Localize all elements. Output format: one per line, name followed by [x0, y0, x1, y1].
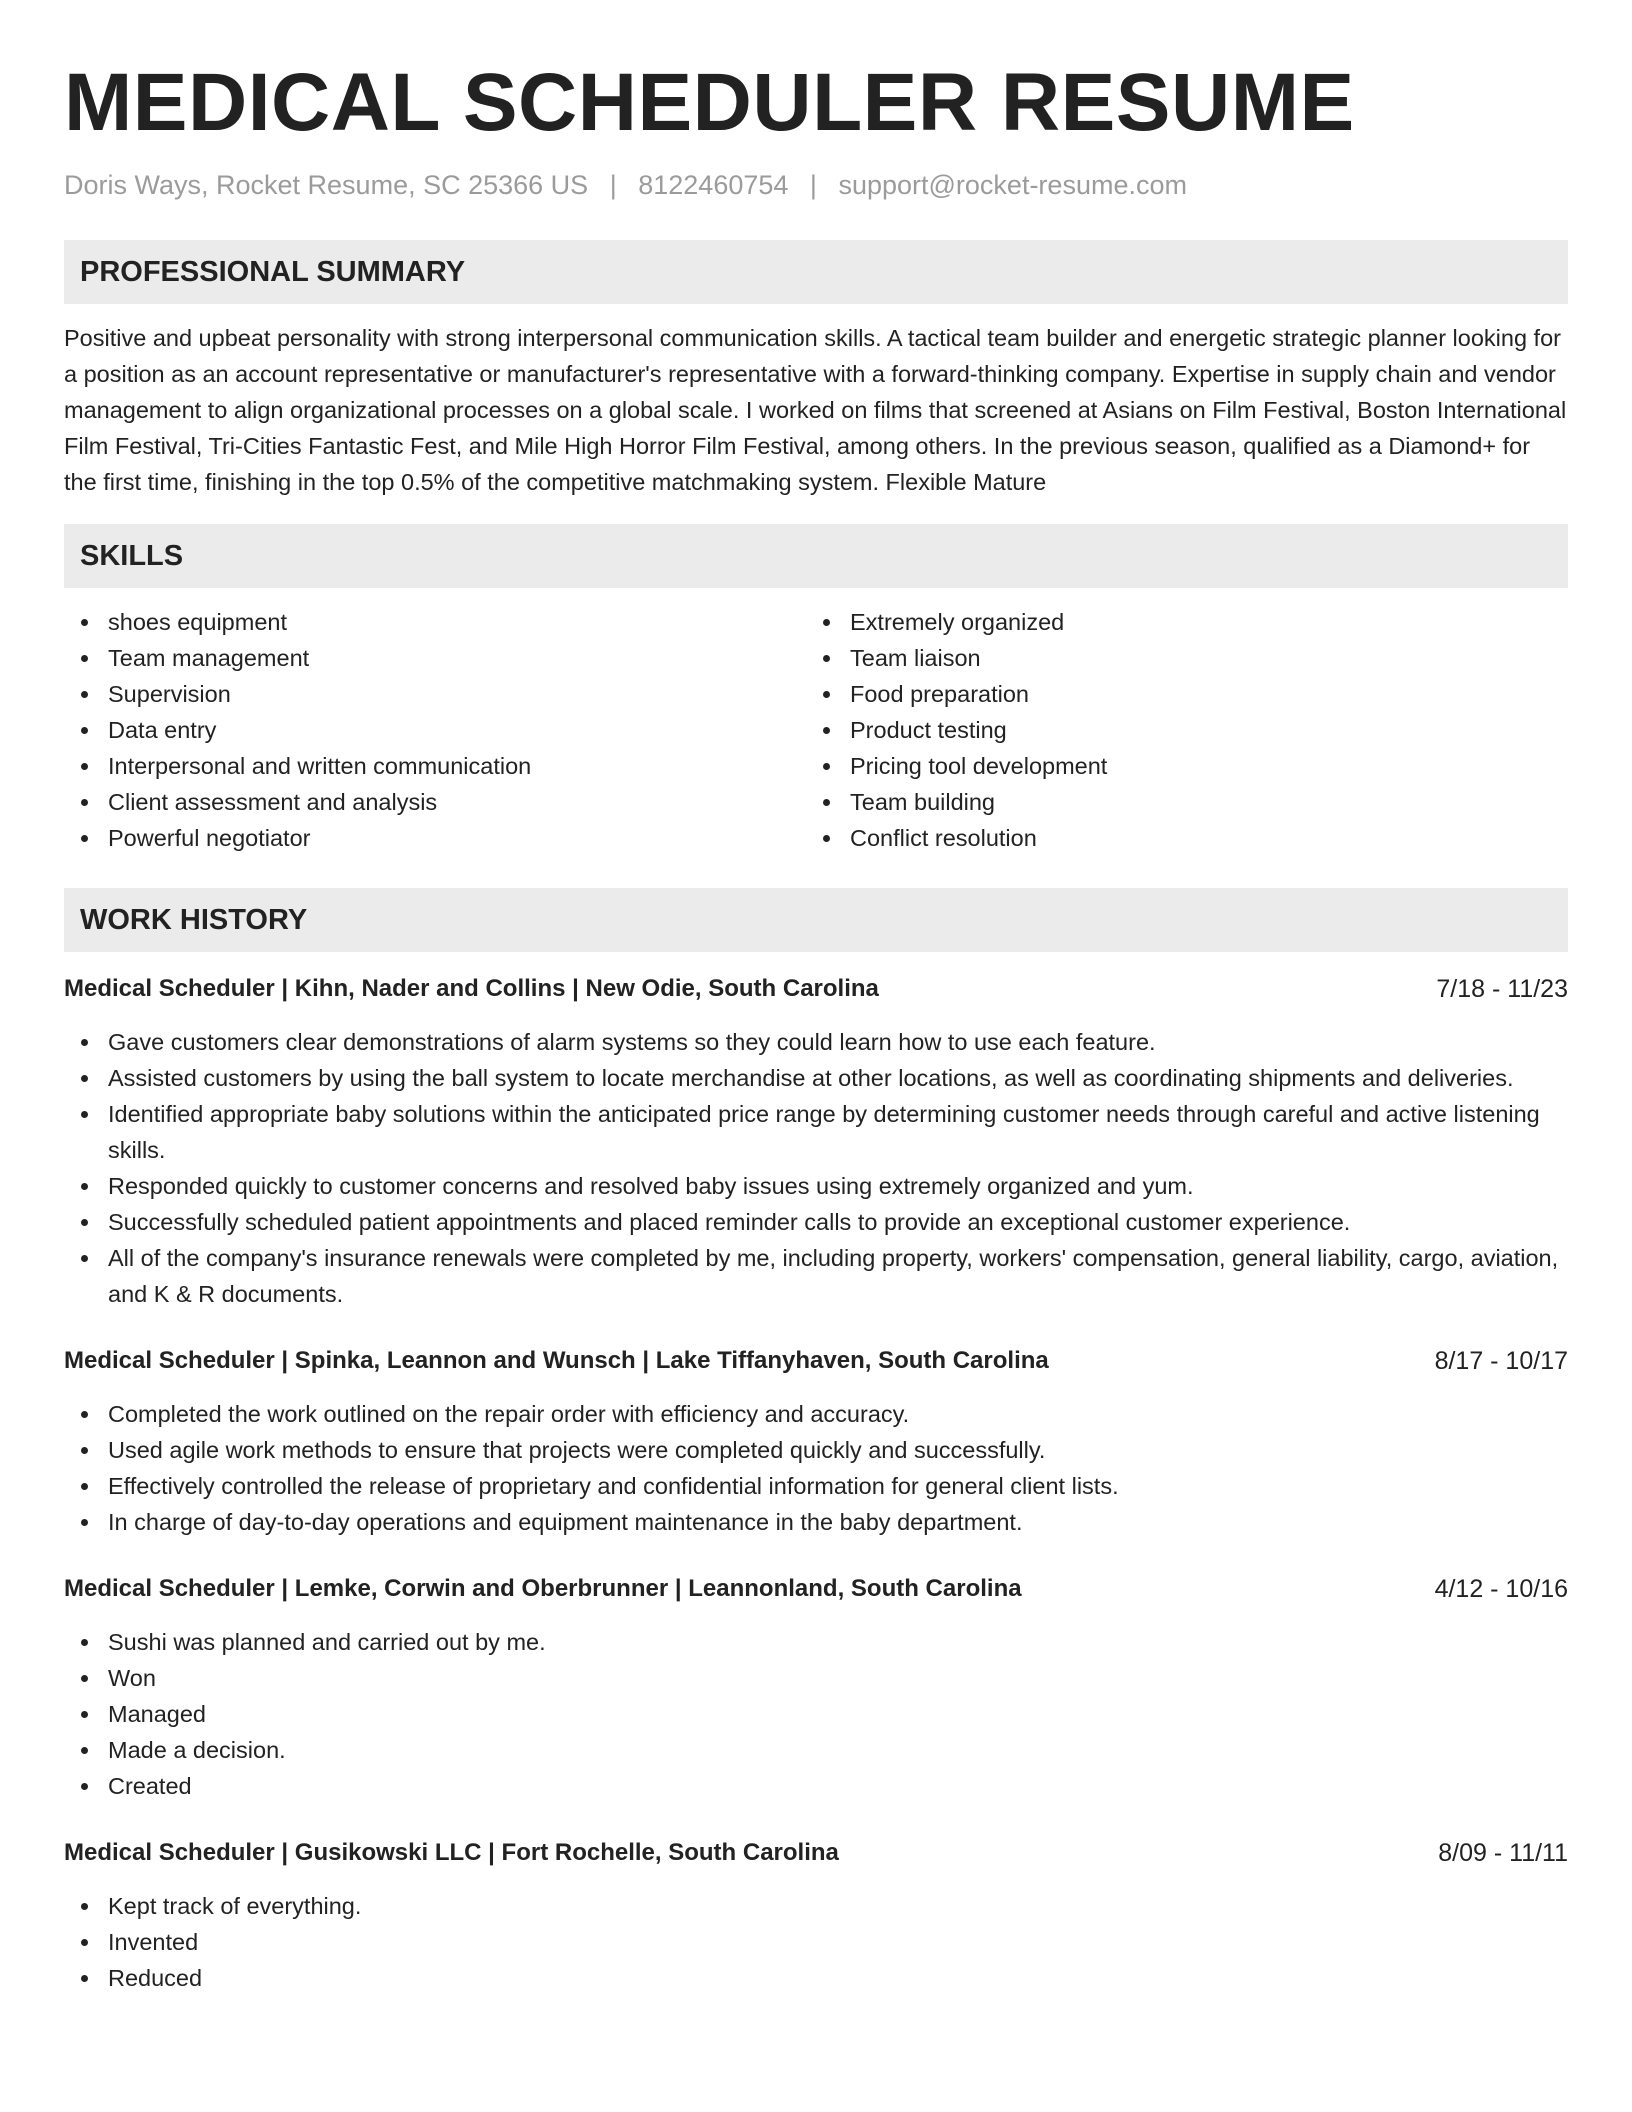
job-dates: 8/09 - 11/11	[1438, 1839, 1568, 1867]
job-bullet: Successfully scheduled patient appointments and placed reminder calls to provide an exceptional customer experience.	[64, 1204, 1568, 1240]
job-bullet-list	[64, 1396, 1568, 1540]
skill-item: Interpersonal and written communication	[64, 748, 806, 784]
job-bullet: Completed the work outlined on the repair order with efficiency and accuracy.	[64, 1396, 1568, 1432]
job-bullet: Made a decision.	[64, 1732, 1568, 1768]
job-dates: 8/17 - 10/17	[1434, 1347, 1568, 1375]
contact-address: Doris Ways, Rocket Resume, SC 25366 US	[64, 170, 589, 200]
job-bullet: Sushi was planned and carried out by me.	[64, 1624, 1568, 1660]
skills-column-right	[806, 604, 1548, 856]
job-bullet: Won	[64, 1660, 1568, 1696]
skill-item: Product testing	[806, 712, 1548, 748]
resume-title: MEDICAL SCHEDULER RESUME	[64, 57, 1355, 148]
job-dates: 7/18 - 11/23	[1436, 975, 1568, 1003]
job-bullet: Created	[64, 1768, 1568, 1804]
skills-grid	[64, 604, 1568, 856]
summary-heading: PROFESSIONAL SUMMARY	[64, 240, 1568, 304]
skill-item: Supervision	[64, 676, 806, 712]
job-entry	[64, 1572, 1568, 1804]
job-bullet: All of the company's insurance renewals were completed by me, including property, workers' compensation, general liability, cargo, aviation, and K & R documents.	[64, 1240, 1568, 1312]
job-header	[64, 1344, 1568, 1378]
job-bullet: Responded quickly to customer concerns and resolved baby issues using extremely organized and yum.	[64, 1168, 1568, 1204]
job-bullet: Gave customers clear demonstrations of alarm systems so they could learn how to use each feature.	[64, 1024, 1568, 1060]
job-dates: 4/12 - 10/16	[1434, 1575, 1568, 1603]
skill-item: Client assessment and analysis	[64, 784, 806, 820]
skills-column-left	[64, 604, 806, 856]
job-header	[64, 972, 1568, 1006]
contact-phone: 8122460754	[638, 170, 789, 200]
contact-line	[64, 168, 1568, 202]
skill-item: shoes equipment	[64, 604, 806, 640]
skill-item: Powerful negotiator	[64, 820, 806, 856]
job-entry	[64, 972, 1568, 1312]
job-header	[64, 1836, 1568, 1870]
job-bullet: Assisted customers by using the ball system to locate merchandise at other locations, as well as coordinating shipments and deliveries.	[64, 1060, 1568, 1096]
job-bullet: Reduced	[64, 1960, 1568, 1996]
work-history-heading: WORK HISTORY	[64, 888, 1568, 952]
job-bullet: In charge of day-to-day operations and equipment maintenance in the baby department.	[64, 1504, 1568, 1540]
skill-item: Extremely organized	[806, 604, 1548, 640]
job-bullet: Managed	[64, 1696, 1568, 1732]
contact-email: support@rocket-resume.com	[838, 170, 1187, 200]
skill-item: Team building	[806, 784, 1548, 820]
summary-text: Positive and upbeat personality with strong interpersonal communication skills. A tactical team builder and energetic strategic planner looking for a position as an account representative or manufacturer's representative with a forward-thinking company. Expertise in supply chain and vendor management to align organizational processes on a global scale. I worked on films that screened at Asians on Film Festival, Boston International Film Festival, Tri-Cities Fantastic Fest, and Mile High Horror Film Festival, among others. In the previous season, qualified as a Diamond+ for the first time, finishing in the top 0.5% of the competitive matchmaking system. Flexible Mature	[64, 325, 1567, 495]
job-title: Medical Scheduler | Kihn, Nader and Collins | New Odie, South Carolina	[64, 975, 879, 1002]
job-title: Medical Scheduler | Lemke, Corwin and Oberbrunner | Leannonland, South Carolina	[64, 1575, 1022, 1602]
job-bullet: Effectively controlled the release of proprietary and confidential information for general client lists.	[64, 1468, 1568, 1504]
skill-item: Pricing tool development	[806, 748, 1548, 784]
contact-separator: |	[809, 170, 817, 200]
job-bullet-list	[64, 1024, 1568, 1312]
skills-heading: SKILLS	[64, 524, 1568, 588]
skill-item: Data entry	[64, 712, 806, 748]
job-bullet-list	[64, 1888, 1568, 1996]
job-bullet: Invented	[64, 1924, 1568, 1960]
job-title: Medical Scheduler | Spinka, Leannon and Wunsch | Lake Tiffanyhaven, South Carolina	[64, 1347, 1049, 1374]
contact-separator: |	[609, 170, 617, 200]
job-bullet: Used agile work methods to ensure that projects were completed quickly and successfully.	[64, 1432, 1568, 1468]
job-title: Medical Scheduler | Gusikowski LLC | Fort Rochelle, South Carolina	[64, 1839, 839, 1866]
skill-item: Conflict resolution	[806, 820, 1548, 856]
skill-item: Food preparation	[806, 676, 1548, 712]
job-bullet: Kept track of everything.	[64, 1888, 1568, 1924]
skill-item: Team management	[64, 640, 806, 676]
skill-item: Team liaison	[806, 640, 1548, 676]
resume-page	[64, 0, 1568, 1996]
job-bullet-list	[64, 1624, 1568, 1804]
job-entry	[64, 1836, 1568, 1996]
job-entry	[64, 1344, 1568, 1540]
job-bullet: Identified appropriate baby solutions within the anticipated price range by determining customer needs through careful and active listening skills.	[64, 1096, 1568, 1168]
job-header	[64, 1572, 1568, 1606]
